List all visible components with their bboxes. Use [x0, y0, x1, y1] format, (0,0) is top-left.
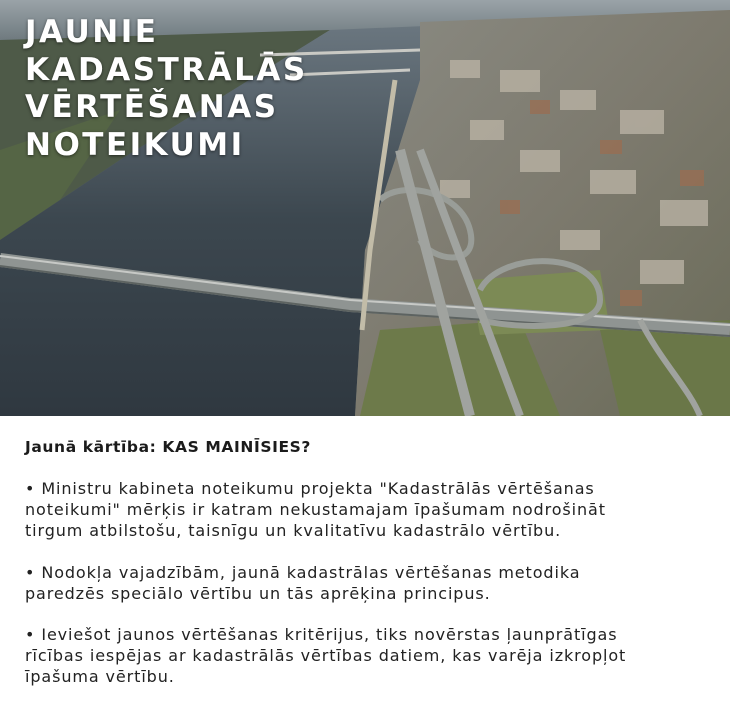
paragraph-line: • Ieviešot jaunos vērtēšanas kritērijus, tiks novērstas ļaunprātīgas	[25, 625, 618, 644]
paragraph-line: rīcības iespējas ar kadastrālās vērtības datiem, kas varēja izkropļot	[25, 646, 627, 665]
content-section	[0, 416, 730, 719]
paragraph-line: paredzēs speciālo vērtību un tās aprēķina principus.	[25, 584, 491, 603]
paragraph-line: • Nodokļa vajadzībām, jaunā kadastrālas vērtēšanas metodika	[25, 563, 581, 582]
paragraph-line: īpašuma vērtību.	[25, 667, 175, 686]
paragraph-line: tirgum atbilstošu, taisnīgu un kvalitatīvu kadastrālo vērtību.	[25, 521, 562, 540]
bullet-paragraph	[25, 562, 715, 604]
hero-title-line: NOTEIKUMI	[25, 126, 245, 163]
hero-title	[25, 14, 308, 164]
bullet-paragraph	[25, 478, 715, 541]
hero-title-line: VĒRTĒŠANAS	[25, 89, 279, 125]
hero-title-line: KADASTRĀLĀS	[25, 51, 308, 88]
bullet-paragraph	[25, 624, 715, 687]
paragraph-line: • Ministru kabineta noteikumu projekta "Kadastrālās vērtēšanas	[25, 479, 595, 498]
hero-title-line: JAUNIE	[25, 14, 159, 50]
section-heading: Jaunā kārtība: KAS MAINĪSIES?	[25, 438, 312, 456]
paragraph-line: noteikumi" mērķis ir katram nekustamajam īpašumam nodrošināt	[25, 500, 606, 519]
